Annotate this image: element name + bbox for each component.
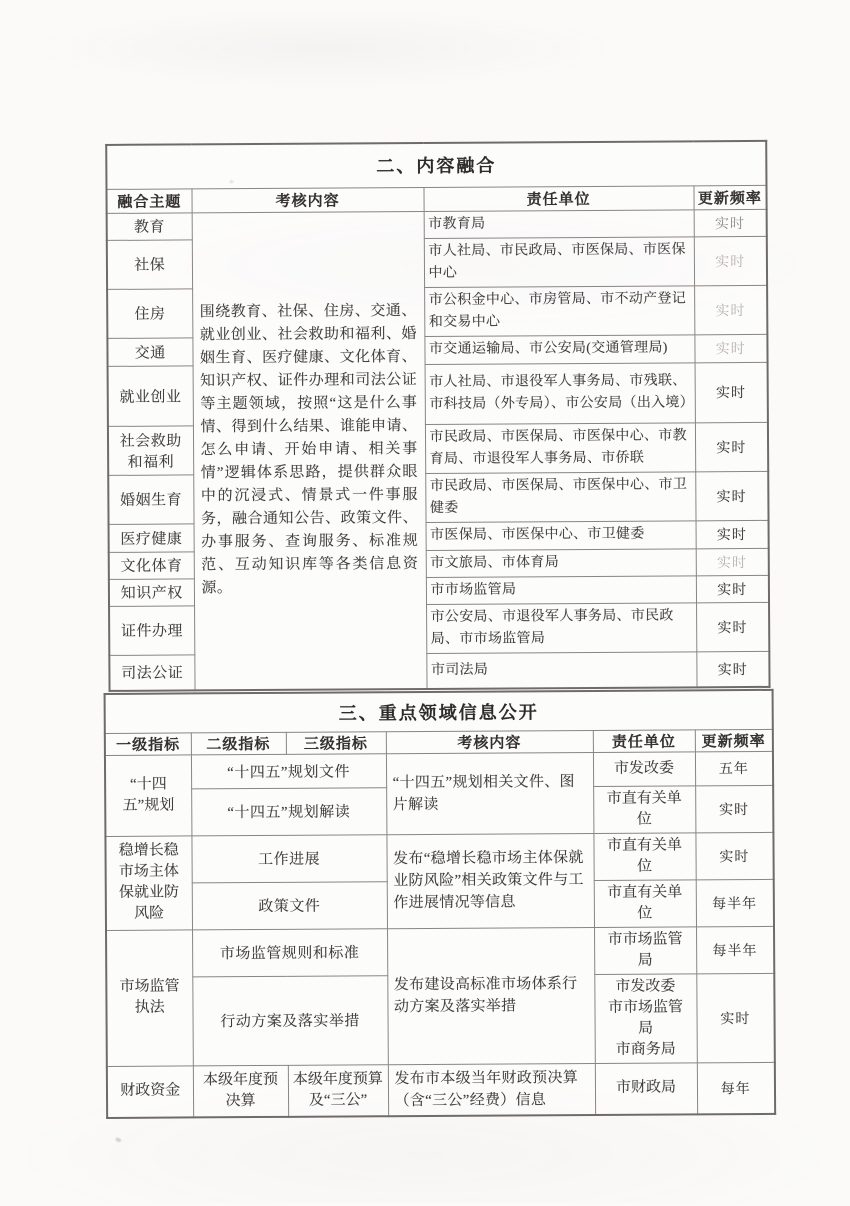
topic-cell: 司法公证: [109, 654, 194, 691]
sub-indicator-cell: 政策文件: [192, 881, 387, 929]
topic-cell: 文化体育: [109, 551, 194, 579]
content-integration-table: [105, 140, 770, 692]
sub-indicator-cell: 市场监管规则和标准: [192, 928, 387, 976]
frequency-cell: 每年: [697, 1062, 775, 1114]
frequency-cell: 实时: [695, 471, 768, 520]
frequency-cell: 实时: [695, 362, 768, 422]
unit-cell: 市教育局: [424, 209, 694, 238]
level3-cell: 本级年度预算及“三公”: [288, 1064, 388, 1116]
level1-cell: 市场监管执法: [106, 929, 193, 1066]
unit-cell: 市直有关单位: [593, 832, 695, 880]
frequency-cell: 实时: [696, 575, 769, 602]
header-unit: 责任单位: [593, 729, 695, 752]
level2-cell: 本级年度预决算: [193, 1065, 288, 1117]
topic-cell: 婚姻生育: [108, 474, 193, 524]
unit-cell: 市发改委 市市场监管局 市商务局: [594, 973, 697, 1063]
assessment-cell: “十四五”规划相关文件、图片解读: [386, 752, 593, 834]
topic-cell: 教育: [107, 212, 192, 240]
header-level2: 二级指标: [191, 732, 286, 755]
table2-title: 三、重点领域信息公开: [105, 690, 773, 733]
header-frequency: 更新频率: [695, 729, 773, 751]
level1-cell: 稳增长稳市场主体保就业防风险: [105, 835, 192, 930]
assessment-cell: 发布市本级当年财政预决算（含“三公”经费）信息: [388, 1063, 595, 1116]
frequency-cell: 实时: [696, 548, 769, 575]
unit-cell: 市公积金中心、市房管局、市不动产登记和交易中心: [424, 285, 694, 336]
table-title-row: [106, 141, 766, 189]
frequency-cell: 实时: [695, 785, 773, 832]
sub-indicator-cell: “十四五”规划文件: [191, 753, 386, 788]
level1-cell: 财政资金: [107, 1065, 193, 1117]
table-row: [106, 926, 774, 977]
header-assessment: 考核内容: [386, 730, 593, 753]
topic-cell: 交通: [107, 337, 192, 366]
table-row: [105, 751, 773, 789]
unit-cell: 市市场监管局: [594, 926, 696, 974]
table-row: [107, 1062, 775, 1118]
frequency-cell: 实时: [694, 285, 767, 334]
table1-title: 二、内容融合: [106, 141, 766, 189]
topic-cell: 住房: [107, 288, 192, 338]
header-level1: 一级指标: [105, 732, 191, 755]
unit-cell: 市财政局: [595, 1062, 697, 1114]
topic-cell: 知识产权: [109, 578, 194, 606]
assessment-cell: 发布建设高标准市场体系行动方案及落实举措: [387, 927, 595, 1064]
sub-indicator-cell: 行动方案及落实举措: [192, 975, 388, 1065]
level1-cell: “十四五”规划: [105, 754, 191, 836]
frequency-cell: 五年: [695, 751, 773, 785]
frequency-cell: 实时: [696, 651, 769, 687]
assessment-cell: 围绕教育、社保、住房、交通、就业创业、社会救助和福利、婚姻生育、医疗健康、文化体育、知识产权、证件办理和司法公证等主题领域，按照“这是什么事情、得到什么结果、谁能申请、怎么申请、开始申请、相关事情”逻辑体系思路，提供群众眼中的沉浸式、情景式一件事服务，融合通知公告、政策文件、办事服务、查询服务、标准规范、互动知识库等各类信息资源。: [192, 211, 427, 690]
frequency-cell: 实时: [694, 334, 767, 362]
unit-cell: 市人社局、市民政局、市医保局、市医保中心: [424, 236, 694, 287]
topic-cell: 就业创业: [108, 365, 193, 426]
header-frequency: 更新频率: [693, 185, 766, 209]
frequency-cell: 实时: [694, 236, 767, 285]
unit-cell: 市民政局、市医保局、市医保中心、市卫健委: [425, 471, 695, 522]
header-topic: 融合主题: [106, 188, 191, 213]
unit-cell: 市直有关单位: [594, 879, 696, 927]
unit-cell: 市市场监管局: [426, 575, 696, 604]
unit-cell: 市医保局、市医保中心、市卫健委: [426, 520, 696, 550]
frequency-cell: 实时: [695, 422, 768, 471]
frequency-cell: 实时: [695, 832, 773, 879]
frequency-cell: 每半年: [696, 879, 774, 926]
frequency-cell: 实时: [696, 602, 769, 651]
key-areas-disclosure-table: [104, 689, 777, 1119]
unit-cell: 市交通运输局、市公安局(交通管理局): [424, 334, 694, 364]
assessment-cell: 发布“稳增长稳市场主体保就业防风险”相关政策文件与工作进展情况等信息: [386, 833, 594, 928]
unit-cell: 市人社局、市退役军人事务局、市残联、市科技局（外专局）、市公安局（出入境）: [425, 362, 695, 424]
frequency-cell: 实时: [694, 209, 767, 236]
table-row: [105, 832, 773, 883]
unit-cell: 市民政局、市医保局、市医保中心、市教育局、市退役军人事务局、市侨联: [425, 422, 695, 473]
topic-cell: 证件办理: [109, 605, 194, 655]
header-level3: 三级指标: [286, 731, 386, 754]
unit-cell: 市文旅局、市体育局: [426, 548, 696, 577]
topic-cell: 社会救助和福利: [108, 425, 193, 475]
scan-speck: [115, 1137, 122, 1143]
unit-cell: 市公安局、市退役军人事务局、市民政局、市市场监管局: [426, 602, 696, 653]
topic-cell: 社保: [107, 239, 192, 289]
table-title-row: [105, 690, 773, 733]
frequency-cell: 每半年: [696, 926, 774, 973]
unit-cell: 市直有关单位: [593, 785, 695, 833]
unit-cell: 市发改委: [593, 751, 695, 786]
frequency-cell: 实时: [696, 973, 775, 1062]
header-assessment: 考核内容: [191, 187, 423, 212]
sub-indicator-cell: “十四五”规划解读: [191, 787, 386, 835]
header-unit: 责任单位: [423, 185, 693, 211]
table-row: [107, 209, 767, 240]
scan-speck: [229, 180, 233, 183]
topic-cell: 医疗健康: [109, 523, 194, 552]
frequency-cell: 实时: [696, 520, 769, 548]
sub-indicator-cell: 工作进展: [191, 834, 386, 882]
unit-cell: 市司法局: [426, 651, 696, 689]
